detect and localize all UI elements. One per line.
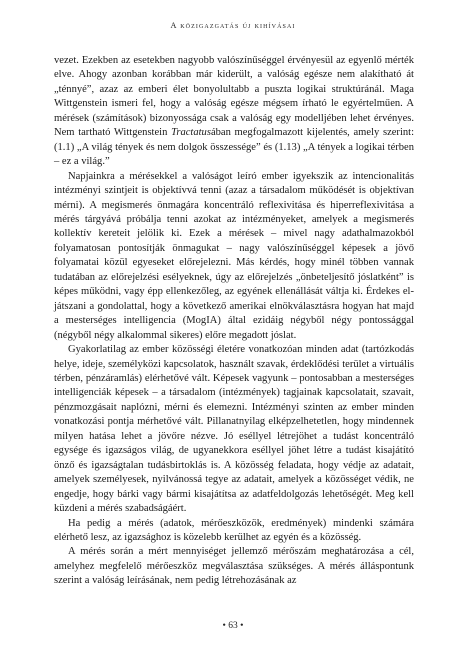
body-text xyxy=(54,54,414,589)
text-run: Ha pedig a mérés (adatok, mérőeszközök, eredmények) mindenki számára elérhető lesz, az igazsághoz is közelebb kerülhet az egyén és a közösség. xyxy=(54,517,414,543)
text-run: ában megfogalmazott kijelentés, amely szerint: (1.1) „A világ tények és nem dolgok összessége” és (1.13) „A tények a logikai térben – ez a világ.” xyxy=(54,127,415,168)
paragraph xyxy=(54,170,414,343)
italic-text: Tractatus xyxy=(171,127,211,139)
text-run: A mérés során a mért mennyiséget jellemző mérőszám meghatározása a cél, amelyhez megfelelő mérőeszköz megválasztása szükséges. A mérés álláspontunk szerint a valóság leírásának, nem pedig létrehozásának az xyxy=(54,546,414,587)
running-head: A közigazgatás új kihívásai xyxy=(170,21,296,30)
text-run: vezet. Ezekben az esetekben nagyobb valószínűséggel érvényesül az egyenlő mérték elve. Ahogy azonban korábban már kiderült, a valóság egésze nem alakítható át „ténnyé”, azaz az emberi élet bonyolultabb a puszta logikai struktúránál. Maga Wittgenstein ismeri fel, hogy a valóság egésze mégsem írható le egyértelműen. A mérések (számítások) bizonyossága csak a valóság egy modelljében lehet érvényes. Nem tartható Wittgenstein xyxy=(54,55,414,139)
text-run: Napjainkra a mérésekkel a valóságot leíró ember igyekszik az intencionalitás intézményi szintjeit is objektívvá tenni (azaz a társadalom működését is objektívan mérni). A megismerés önmagára koncentráló reflexivitása és hiperreflexivitása a mérés tárgyává próbálja tenni azokat az intézményeket, amelyek a megismerés kollektív kereteit jelölik ki. Ezek a mérések – mivel nagy adathalmazokból folyamatosan pontosítják önmagukat – nagy valószínűséggel képesek a jövő folyamatai közül egyeseket előrejelezni. Más kérdés, hogy minél többen vannak tudatában az előrejelzési esélyeknek, úgy az előrejelzés „önbeteljesítő jóslatként” is képes működni, vagy épp ellenkezőleg, az egyének ellenállását váltja ki. Érdekes eljátszani a gondolattal, hogy a következő amerikai elnökválasztásra hogyan hat majd a mesterséges intelligencia (MogIA) által ezidáig négyből négy pontossággal (négyből négy alkalommal sikeres) előre megadott jóslat. xyxy=(54,170,414,341)
paragraph xyxy=(54,54,414,170)
page-number: • 63 • xyxy=(222,621,244,631)
paragraph xyxy=(54,545,414,588)
paragraph xyxy=(54,343,414,516)
paragraph xyxy=(54,517,414,546)
text-run: Gyakorlatilag az ember közösségi életére vonatkozóan minden adat (tartózkodás helye, ideje, személyközi kapcsolatok, használt szavak, érdeklődési terület a virtuális térben, pénzáramlás) elérhetővé vált. Képesek vagyunk – pontosabban a mesterséges intelligenciák képesek – a társadalom (intézmények) tagjainak kapcsolatait, szavait, pénzmozgásait naplózni, mérni és elemezni. Intézményi szinten az ember minden vonatkozási pontja mérhetővé vált. Pillanatnyilag elképzelhetetlen, hogy mindennek milyen hatása lehet a jövőre nézve. Jó eséllyel létrejöhet a tudást koncentráló egysége és igazságos világ, de ugyanekkora eséllyel jöhet létre a tudást kisajátító önző és igazságtalan tudásbirtoklás is. A közösség feladata, hogy védje az adatait, amelyek személyesek, nyilvánossá tegye az adatait, amelyek a közösséget védik, ne engedje, hogy bárki vagy bármi kisajátítsa az adatfeldolgozás lehetőségét. Meg kell küzdeni a mérés szabadságáért. xyxy=(54,344,414,515)
